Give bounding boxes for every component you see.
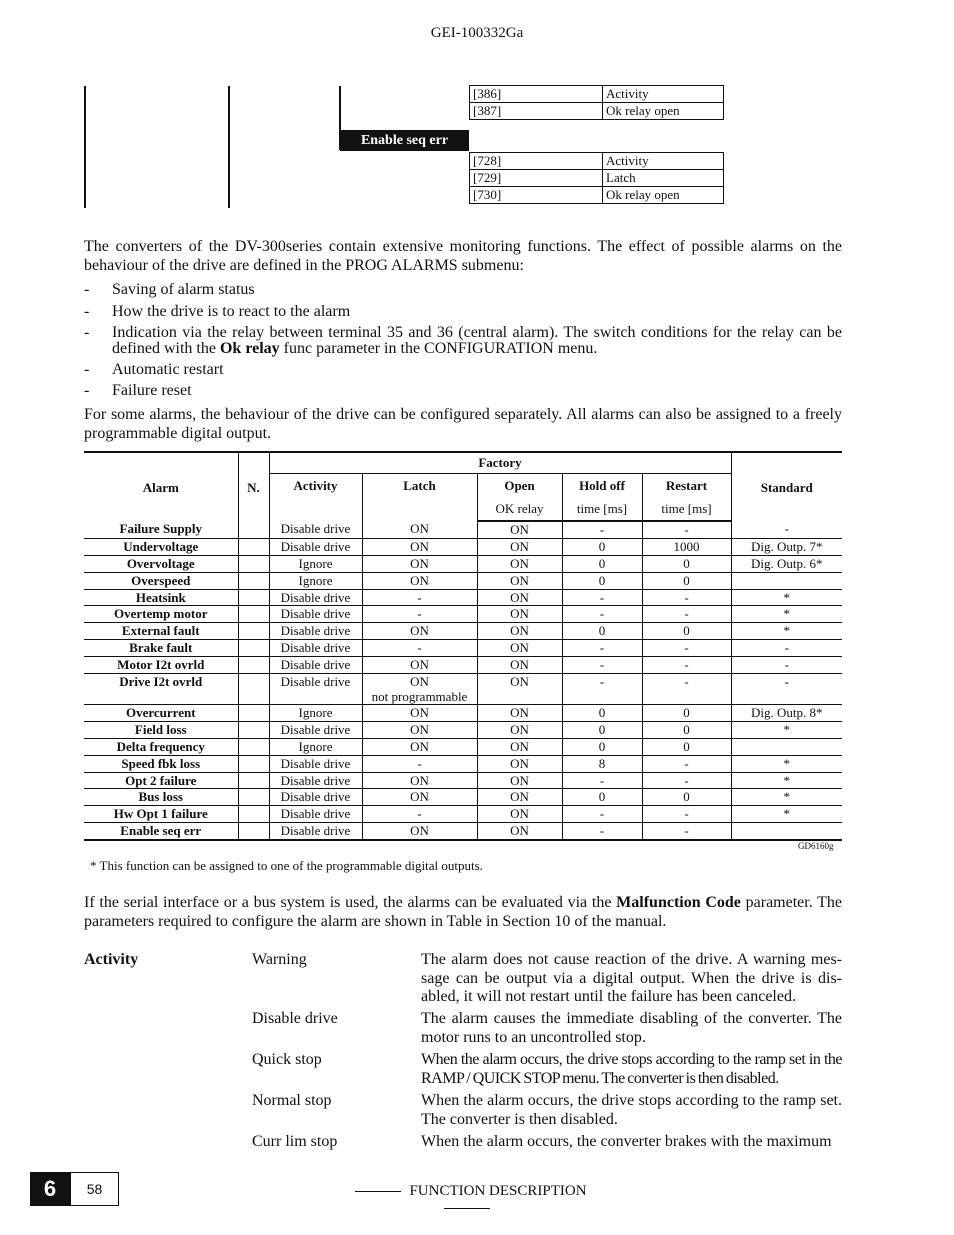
bullet-text: Failure reset xyxy=(112,382,192,399)
bullet-text: How the drive is to react to the alarm xyxy=(112,303,351,320)
col-header-open: Open xyxy=(477,474,562,499)
param-number: [387] xyxy=(470,103,603,120)
bullet-text xyxy=(112,325,842,357)
chapter-tab: 6 xyxy=(30,1172,70,1206)
alarm-standard: * xyxy=(731,606,842,623)
table-row xyxy=(84,806,842,823)
alarm-ok-relay: ON xyxy=(477,755,562,772)
alarm-latch: ON xyxy=(362,538,477,555)
alarm-number xyxy=(238,789,269,806)
alarm-number xyxy=(238,640,269,657)
alarm-standard: - xyxy=(731,657,842,674)
alarm-table xyxy=(84,451,842,841)
alarm-latch: - xyxy=(362,806,477,823)
alarm-hold-off: - xyxy=(562,806,642,823)
bullet-dash: - xyxy=(84,324,90,341)
col-header-factory: Factory xyxy=(269,452,731,474)
activity-term: Activity xyxy=(84,951,139,968)
alarm-ok-relay: ON xyxy=(477,738,562,755)
col-header-latch: Latch xyxy=(362,474,477,522)
alarm-activity: Disable drive xyxy=(269,623,362,640)
table-row xyxy=(84,521,842,538)
alarm-hold-off: 0 xyxy=(562,572,642,589)
table-row xyxy=(84,623,842,640)
footer-title xyxy=(320,1183,614,1217)
serial-paragraph xyxy=(84,894,842,931)
col-header-alarm: Alarm xyxy=(84,452,238,521)
alarm-activity: Disable drive xyxy=(269,823,362,840)
alarm-activity: Disable drive xyxy=(269,657,362,674)
alarm-hold-off: - xyxy=(562,823,642,840)
alarm-latch: ON xyxy=(362,823,477,840)
alarm-hold-off: - xyxy=(562,606,642,623)
alarm-restart: - xyxy=(642,521,731,538)
alarm-name: Hw Opt 1 failure xyxy=(84,806,238,823)
alarm-number xyxy=(238,606,269,623)
param-label: Ok relay open xyxy=(603,103,724,120)
alarm-latch: - xyxy=(362,606,477,623)
alarm-number xyxy=(238,572,269,589)
param-row xyxy=(470,170,724,187)
activity-description: When the alarm occurs, the drive stops according to the ramp set. The converter is then disabled. xyxy=(421,1092,842,1128)
alarm-ok-relay: ON xyxy=(477,623,562,640)
activity-option: Disable drive xyxy=(252,1010,338,1027)
alarm-standard: - xyxy=(731,521,842,538)
param-label: Latch xyxy=(603,170,724,187)
activity-option: Curr lim stop xyxy=(252,1133,338,1150)
alarm-name: Opt 2 failure xyxy=(84,772,238,789)
serial-text-post: parameter. The parameters required to configure the alarm are shown in Table in Section 10 of the manual. xyxy=(84,894,843,930)
alarm-name: Overspeed xyxy=(84,572,238,589)
alarm-restart: 0 xyxy=(642,789,731,806)
table-row xyxy=(84,589,842,606)
alarm-standard: * xyxy=(731,721,842,738)
alarm-standard: Dig. Outp. 7* xyxy=(731,538,842,555)
alarm-latch: - xyxy=(362,755,477,772)
alarm-number xyxy=(238,772,269,789)
param-row xyxy=(470,103,724,120)
alarm-hold-off: 0 xyxy=(562,623,642,640)
alarm-activity: Ignore xyxy=(269,738,362,755)
activity-option: Quick stop xyxy=(252,1051,322,1068)
alarm-hold-off: - xyxy=(562,772,642,789)
bullet-text-main: Indication via the relay between terminal 35 and 36 (central alarm). The switch conditions for the relay can be defined with the xyxy=(112,324,842,357)
alarm-ok-relay: ON xyxy=(477,538,562,555)
alarm-number xyxy=(238,674,269,705)
alarm-ok-relay: ON xyxy=(477,806,562,823)
alarm-activity: Disable drive xyxy=(269,674,362,705)
structure-line-1 xyxy=(84,86,86,208)
alarm-restart: - xyxy=(642,772,731,789)
alarm-number xyxy=(238,657,269,674)
alarm-latch: ON xyxy=(362,657,477,674)
alarm-activity: Disable drive xyxy=(269,755,362,772)
footer-rule-left xyxy=(355,1191,401,1192)
param-row xyxy=(470,153,724,170)
alarm-latch: - xyxy=(362,640,477,657)
alarm-latch: ON xyxy=(362,738,477,755)
alarm-restart: 0 xyxy=(642,572,731,589)
alarm-latch: - xyxy=(362,589,477,606)
bullet-dash: - xyxy=(84,281,90,298)
alarm-number xyxy=(238,806,269,823)
param-row xyxy=(470,187,724,204)
alarm-standard: * xyxy=(731,623,842,640)
col-header-hold-sub: time [ms] xyxy=(562,498,642,521)
param-number: [730] xyxy=(470,187,603,204)
alarm-ok-relay: ON xyxy=(477,772,562,789)
param-label: Ok relay open xyxy=(603,187,724,204)
col-header-n: N. xyxy=(238,452,269,521)
alarm-restart: 0 xyxy=(642,721,731,738)
table-header-row xyxy=(84,452,842,474)
table-row xyxy=(84,674,842,705)
alarm-name: Undervoltage xyxy=(84,538,238,555)
alarm-ok-relay: ON xyxy=(477,606,562,623)
alarm-ok-relay: ON xyxy=(477,721,562,738)
alarm-restart: - xyxy=(642,606,731,623)
alarm-name: External fault xyxy=(84,623,238,640)
alarm-name: Overvoltage xyxy=(84,555,238,572)
alarm-activity: Disable drive xyxy=(269,806,362,823)
alarm-latch-value: ON xyxy=(410,674,429,690)
footer-rule-right xyxy=(444,1208,490,1209)
alarm-number xyxy=(238,738,269,755)
param-table-group1 xyxy=(469,85,724,120)
activity-option: Normal stop xyxy=(252,1092,332,1109)
table-row xyxy=(84,657,842,674)
alarm-hold-off: - xyxy=(562,674,642,705)
enable-seq-err-label: Enable seq err xyxy=(340,130,469,151)
table-row xyxy=(84,555,842,572)
alarm-latch: ON xyxy=(362,572,477,589)
alarm-name: Drive I2t ovrld xyxy=(84,674,238,705)
alarm-standard: * xyxy=(731,755,842,772)
alarm-activity: Disable drive xyxy=(269,789,362,806)
alarm-number xyxy=(238,538,269,555)
alarm-number xyxy=(238,521,269,538)
activity-description: The alarm does not cause reaction of the drive. A warning mes-sage can be output via a digital output. When the drive is dis-abled, it will not restart until the failure has been canceled. xyxy=(421,951,842,1005)
alarm-number xyxy=(238,705,269,722)
param-label: Activity xyxy=(603,86,724,103)
alarm-activity: Disable drive xyxy=(269,606,362,623)
not-programmable-note: not programmable xyxy=(371,689,468,705)
table-row xyxy=(84,789,842,806)
activity-description: When the alarm occurs, the drive stops according to the ramp set in the RAMP / QUICK STOP menu. The converter is then disabled. xyxy=(421,1051,842,1087)
alarm-ok-relay: ON xyxy=(477,823,562,840)
bullet-dash: - xyxy=(84,361,90,378)
config-paragraph: For some alarms, the behaviour of the drive can be configured separately. All alarms can also be assigned to a freely programmable digital output. xyxy=(84,406,842,442)
alarm-restart: 1000 xyxy=(642,538,731,555)
alarm-activity: Ignore xyxy=(269,572,362,589)
alarm-standard xyxy=(731,572,842,589)
alarm-restart: - xyxy=(642,589,731,606)
alarm-standard: - xyxy=(731,674,842,705)
col-header-restart-sub: time [ms] xyxy=(642,498,731,521)
table-row xyxy=(84,772,842,789)
col-header-hold: Hold off xyxy=(562,474,642,499)
alarm-name: Bus loss xyxy=(84,789,238,806)
alarm-hold-off: 8 xyxy=(562,755,642,772)
alarm-standard xyxy=(731,738,842,755)
alarm-name: Field loss xyxy=(84,721,238,738)
param-number: [386] xyxy=(470,86,603,103)
alarm-ok-relay: ON xyxy=(477,640,562,657)
alarm-restart: - xyxy=(642,674,731,705)
structure-line-2 xyxy=(228,86,230,208)
serial-text-pre: If the serial interface or a bus system is used, the alarms can be evaluated via the xyxy=(84,894,617,911)
alarm-hold-off: 0 xyxy=(562,705,642,722)
alarm-hold-off: 0 xyxy=(562,721,642,738)
param-table-group2 xyxy=(469,152,724,204)
alarm-restart: 0 xyxy=(642,555,731,572)
bullet-dash: - xyxy=(84,303,90,320)
alarm-number xyxy=(238,823,269,840)
activity-option: Warning xyxy=(252,951,307,968)
alarm-name: Delta frequency xyxy=(84,738,238,755)
alarm-latch: ON xyxy=(362,623,477,640)
page-number: 58 xyxy=(70,1172,119,1206)
alarm-hold-off: - xyxy=(562,589,642,606)
table-row xyxy=(84,755,842,772)
alarm-name: Enable seq err xyxy=(84,823,238,840)
document-id: GEI-100332Ga xyxy=(430,25,524,41)
alarm-ok-relay: ON xyxy=(477,789,562,806)
alarm-ok-relay: ON xyxy=(477,555,562,572)
table-row xyxy=(84,823,842,840)
alarm-latch xyxy=(362,674,477,705)
alarm-restart: - xyxy=(642,823,731,840)
table-row xyxy=(84,721,842,738)
alarm-standard: Dig. Outp. 6* xyxy=(731,555,842,572)
col-header-restart: Restart xyxy=(642,474,731,499)
bullet-text: Saving of alarm status xyxy=(112,281,255,298)
alarm-standard: * xyxy=(731,806,842,823)
alarm-number xyxy=(238,623,269,640)
alarm-latch: ON xyxy=(362,789,477,806)
alarm-hold-off: - xyxy=(562,640,642,657)
table-row xyxy=(84,738,842,755)
alarm-hold-off: - xyxy=(562,657,642,674)
alarm-number xyxy=(238,589,269,606)
alarm-number xyxy=(238,721,269,738)
bullet-text: Automatic restart xyxy=(112,361,224,378)
alarm-latch: ON xyxy=(362,705,477,722)
intro-paragraph: The converters of the DV-300series contain extensive monitoring functions. The effect of possible alarms on the behaviour of the drive are defined in the PROG ALARMS submenu: xyxy=(84,238,842,274)
table-row xyxy=(84,538,842,555)
alarm-restart: 0 xyxy=(642,705,731,722)
col-header-activity: Activity xyxy=(269,474,362,522)
figure-id: GD6160g xyxy=(798,841,834,851)
alarm-activity: Disable drive xyxy=(269,640,362,657)
alarm-standard: * xyxy=(731,789,842,806)
activity-description: When the alarm occurs, the converter brakes with the maximum xyxy=(421,1133,832,1150)
param-number: [729] xyxy=(470,170,603,187)
alarm-standard: - xyxy=(731,640,842,657)
alarm-activity: Disable drive xyxy=(269,589,362,606)
alarm-activity: Ignore xyxy=(269,705,362,722)
alarm-restart: - xyxy=(642,806,731,823)
alarm-activity: Disable drive xyxy=(269,521,362,538)
alarm-restart: - xyxy=(642,657,731,674)
alarm-ok-relay: ON xyxy=(477,521,562,538)
alarm-restart: - xyxy=(642,640,731,657)
table-row xyxy=(84,640,842,657)
alarm-latch: ON xyxy=(362,521,477,538)
activity-description: The alarm causes the immediate disabling of the converter. The motor runs to an uncontrolled stop. xyxy=(421,1010,842,1046)
table-row xyxy=(84,572,842,589)
alarm-number xyxy=(238,755,269,772)
ok-relay-param: Ok relay xyxy=(219,340,280,357)
alarm-name: Overcurrent xyxy=(84,705,238,722)
alarm-name: Brake fault xyxy=(84,640,238,657)
alarm-name: Overtemp motor xyxy=(84,606,238,623)
col-header-standard: Standard xyxy=(731,452,842,521)
alarm-ok-relay: ON xyxy=(477,572,562,589)
alarm-restart: 0 xyxy=(642,738,731,755)
alarm-activity: Disable drive xyxy=(269,538,362,555)
malfunction-code-param: Malfunction Code xyxy=(616,894,741,911)
alarm-standard xyxy=(731,823,842,840)
param-row xyxy=(470,86,724,103)
alarm-latch: ON xyxy=(362,555,477,572)
alarm-activity: Disable drive xyxy=(269,721,362,738)
alarm-restart: - xyxy=(642,755,731,772)
alarm-hold-off: 0 xyxy=(562,555,642,572)
alarm-activity: Disable drive xyxy=(269,772,362,789)
alarm-restart: 0 xyxy=(642,623,731,640)
alarm-hold-off: 0 xyxy=(562,538,642,555)
alarm-name: Speed fbk loss xyxy=(84,755,238,772)
alarm-standard: * xyxy=(731,589,842,606)
alarm-name: Motor I2t ovrld xyxy=(84,657,238,674)
col-header-open-sub: OK relay xyxy=(477,498,562,521)
alarm-ok-relay: ON xyxy=(477,674,562,705)
alarm-number xyxy=(238,555,269,572)
alarm-ok-relay: ON xyxy=(477,657,562,674)
alarm-latch: ON xyxy=(362,721,477,738)
bullet-dash: - xyxy=(84,382,90,399)
table-footnote: * This function can be assigned to one of the programmable digital outputs. xyxy=(90,858,483,873)
alarm-latch: ON xyxy=(362,772,477,789)
alarm-name: Failure Supply xyxy=(84,521,238,538)
alarm-hold-off: 0 xyxy=(562,789,642,806)
table-row xyxy=(84,705,842,722)
table-row xyxy=(84,606,842,623)
alarm-table-body xyxy=(84,521,842,840)
param-number: [728] xyxy=(470,153,603,170)
param-label: Activity xyxy=(603,153,724,170)
footer-title-text: FUNCTION DESCRIPTION xyxy=(409,1183,587,1199)
alarm-ok-relay: ON xyxy=(477,705,562,722)
alarm-activity: Ignore xyxy=(269,555,362,572)
alarm-standard: * xyxy=(731,772,842,789)
alarm-hold-off: - xyxy=(562,521,642,538)
alarm-hold-off: 0 xyxy=(562,738,642,755)
alarm-name: Heatsink xyxy=(84,589,238,606)
bullet-text-tail: func parameter in the CONFIGURATION menu. xyxy=(279,340,598,357)
alarm-standard: Dig. Outp. 8* xyxy=(731,705,842,722)
alarm-ok-relay: ON xyxy=(477,589,562,606)
